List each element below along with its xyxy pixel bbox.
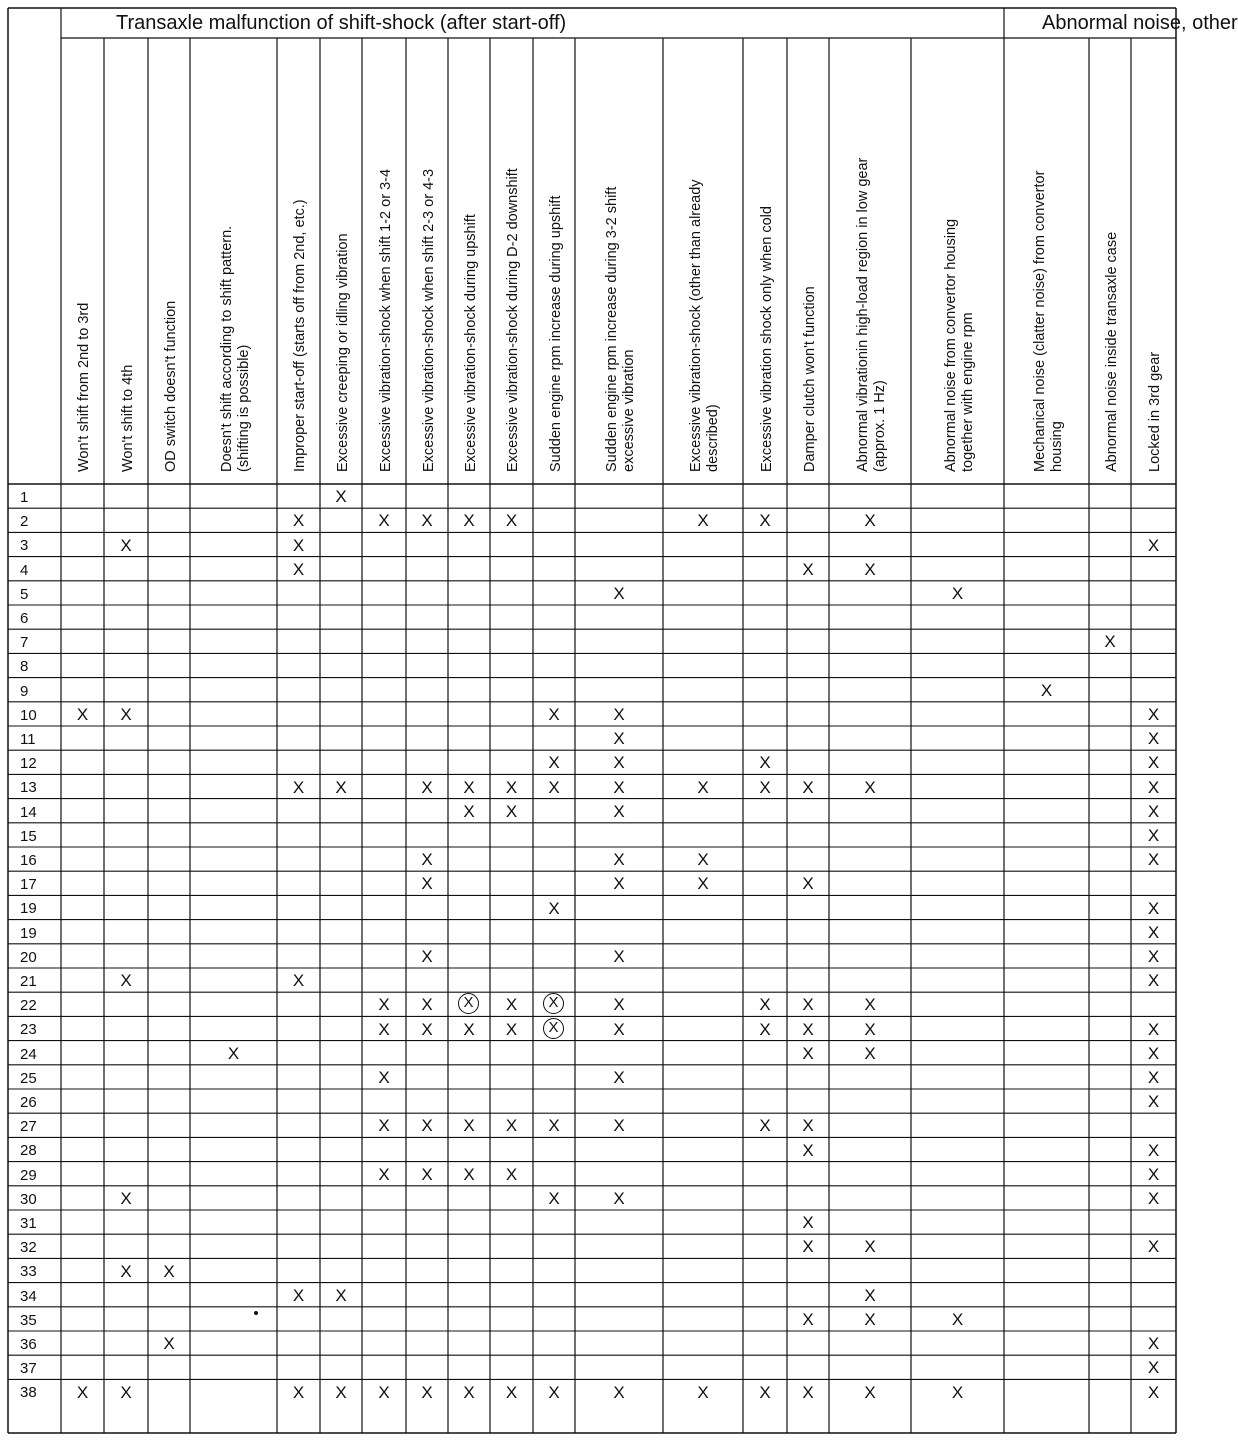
column-header-text: Locked in 3rd gear: [1147, 351, 1163, 472]
row-number: 6: [20, 610, 29, 627]
x-mark: X: [163, 1261, 175, 1281]
column-header-text: Excessive vibration-shock when shift 2-3 or 4-3: [420, 168, 437, 472]
row-number: 4: [20, 561, 29, 579]
x-mark: X: [697, 1382, 709, 1402]
x-mark: X: [378, 1019, 390, 1039]
column-header-text: OD switch doesn't function: [162, 300, 179, 472]
row-number: 25: [20, 1069, 37, 1087]
x-mark: X: [1147, 1188, 1160, 1208]
x-mark: X: [292, 1285, 305, 1305]
x-mark: X: [548, 753, 560, 773]
x-mark: X: [864, 777, 876, 797]
x-mark: X: [548, 898, 560, 918]
x-mark: X: [613, 1382, 625, 1402]
x-mark: X: [864, 511, 876, 531]
x-mark: X: [864, 1285, 876, 1305]
row-number: 36: [20, 1336, 37, 1353]
x-mark: X: [864, 559, 876, 579]
x-mark: X: [613, 583, 625, 603]
x-mark: X: [759, 511, 771, 531]
x-mark: X: [951, 583, 964, 603]
row-number: 26: [20, 1094, 37, 1111]
column-header-text: described): [705, 404, 721, 472]
x-mark: X: [802, 1237, 814, 1257]
x-mark: X: [1147, 801, 1160, 821]
x-mark: X: [802, 1140, 814, 1160]
x-mark: X: [463, 511, 475, 531]
x-mark: X: [1147, 922, 1160, 942]
row-number: 37: [20, 1360, 37, 1378]
x-mark: X: [697, 874, 709, 894]
column-header-text: housing: [1048, 421, 1065, 472]
row-number: 9: [20, 682, 29, 700]
column-header-text: Excessive vibration shock only when cold: [758, 206, 775, 472]
row-number: 3: [20, 537, 29, 555]
row-number: 19: [20, 924, 37, 942]
column-header-text: Improper start-off (starts off from 2nd, etc.): [292, 199, 308, 472]
x-mark: X: [759, 1019, 771, 1039]
x-mark: X: [864, 1237, 876, 1257]
x-mark: X: [1147, 1043, 1160, 1063]
x-mark: X: [864, 995, 876, 1015]
row-number: 27: [20, 1118, 37, 1136]
row-number: 21: [20, 973, 37, 990]
x-mark: X: [292, 971, 305, 991]
x-mark: X: [1147, 777, 1160, 797]
x-mark: X: [802, 995, 814, 1015]
x-mark: X: [864, 1019, 876, 1039]
row-number: 5: [20, 585, 29, 603]
x-mark: X: [1147, 1382, 1160, 1402]
x-mark: X: [292, 777, 305, 797]
x-mark: X: [292, 559, 305, 579]
x-mark: X: [421, 874, 433, 894]
x-mark: X: [697, 850, 709, 870]
x-mark: X: [759, 777, 771, 797]
column-header-text: excessive vibration: [621, 349, 637, 472]
row-number: 38: [20, 1384, 37, 1402]
x-mark: X: [864, 1382, 876, 1402]
x-mark: X: [802, 1043, 814, 1063]
x-mark: X: [548, 1188, 560, 1208]
x-mark: X: [802, 1116, 814, 1136]
x-mark: X: [463, 1382, 475, 1402]
x-mark: X: [802, 1382, 814, 1402]
row-number: 11: [20, 731, 36, 748]
column-header-text: (shifting is possible): [235, 344, 252, 472]
x-mark: X: [421, 1164, 433, 1184]
column-header-text: Won't shift from 2nd to 3rd: [76, 302, 92, 472]
row-number: 30: [20, 1190, 37, 1208]
x-mark: X: [613, 850, 625, 870]
x-mark: X: [613, 777, 625, 797]
column-header-text: Abnormal noise inside transaxle case: [1103, 231, 1120, 472]
x-mark: X: [1147, 1019, 1160, 1039]
column-header-text: Abnormal noise from convertor housing: [942, 218, 959, 472]
x-mark: X: [421, 511, 433, 531]
x-mark: X: [1147, 898, 1160, 918]
x-mark: X: [120, 1188, 132, 1208]
x-mark: X: [120, 704, 132, 724]
x-mark: X: [1147, 704, 1160, 724]
x-mark: X: [292, 1382, 305, 1402]
x-mark: X: [421, 946, 433, 966]
circled-x-mark: X: [458, 993, 479, 1014]
row-number: 1: [20, 489, 29, 506]
x-mark: X: [548, 1116, 560, 1136]
x-mark: X: [1147, 1334, 1160, 1354]
x-mark: X: [802, 874, 814, 894]
row-number: 34: [20, 1287, 37, 1305]
x-mark: X: [463, 1116, 475, 1136]
x-mark: X: [802, 1019, 814, 1039]
x-mark: X: [951, 1382, 964, 1402]
x-mark: X: [378, 1116, 390, 1136]
x-mark: X: [421, 777, 433, 797]
x-mark: X: [421, 995, 433, 1015]
x-mark: X: [613, 704, 625, 724]
circled-x-mark: X: [543, 1018, 564, 1039]
x-mark: X: [613, 995, 625, 1015]
row-number: 13: [20, 779, 37, 797]
x-mark: X: [505, 1164, 518, 1184]
row-number: 31: [20, 1215, 37, 1232]
x-mark: X: [505, 777, 518, 797]
row-number: 35: [20, 1311, 37, 1329]
x-mark: X: [120, 1261, 132, 1281]
x-mark: X: [76, 1382, 89, 1402]
x-mark: X: [378, 1067, 390, 1087]
x-mark: X: [505, 1019, 518, 1039]
x-mark: X: [378, 1164, 390, 1184]
x-mark: X: [227, 1043, 240, 1063]
x-mark: X: [759, 1382, 771, 1402]
x-mark: X: [421, 1116, 433, 1136]
column-header-text: Excessive vibration-shock when shift 1-2 or 3-4: [377, 168, 394, 472]
column-header-text: Sudden engine rpm increase during 3-2 shift: [604, 186, 620, 472]
x-mark: X: [613, 753, 625, 773]
x-mark: X: [463, 801, 475, 821]
x-mark: X: [1147, 1140, 1160, 1160]
x-mark: X: [613, 1067, 625, 1087]
row-number: 23: [20, 1021, 37, 1039]
row-number: 19: [20, 900, 37, 918]
x-mark: X: [1147, 1358, 1160, 1378]
x-mark: X: [864, 1043, 876, 1063]
x-mark: X: [505, 995, 518, 1015]
x-mark: X: [463, 1164, 475, 1184]
column-header-text: Sudden engine rpm increase during upshift: [547, 195, 564, 472]
x-mark: X: [1104, 632, 1116, 652]
x-mark: X: [613, 874, 625, 894]
x-mark: X: [163, 1334, 175, 1354]
x-mark: X: [378, 1382, 390, 1402]
row-number: 22: [20, 997, 37, 1015]
row-number: 29: [20, 1166, 37, 1184]
row-number: 12: [20, 755, 37, 773]
group-header-abnormal-noise: Abnormal noise, other: [1042, 12, 1238, 34]
x-mark: X: [759, 1116, 771, 1136]
x-mark: X: [613, 946, 625, 966]
x-mark: X: [292, 535, 305, 555]
x-mark: X: [120, 1382, 132, 1402]
group-header-transaxle-malfunction: Transaxle malfunction of shift-shock (after start-off): [116, 12, 567, 34]
x-mark: X: [1147, 1067, 1160, 1087]
x-mark: X: [378, 995, 390, 1015]
x-mark: X: [421, 1382, 433, 1402]
column-header-text: Excessive vibration-shock during D-2 downshift: [505, 168, 521, 472]
row-number: 15: [20, 827, 37, 845]
x-mark: X: [697, 511, 709, 531]
x-mark: X: [335, 1285, 347, 1305]
row-number: 17: [20, 876, 37, 894]
x-mark: X: [463, 777, 475, 797]
x-mark: X: [864, 1309, 876, 1329]
row-number: 24: [20, 1045, 37, 1063]
x-mark: X: [802, 559, 814, 579]
x-mark: X: [1147, 753, 1160, 773]
x-mark: X: [802, 1309, 814, 1329]
x-mark: X: [1147, 1164, 1160, 1184]
x-mark: X: [802, 1213, 814, 1233]
x-mark: X: [951, 1309, 964, 1329]
x-mark: X: [505, 1382, 518, 1402]
row-number: 10: [20, 706, 37, 724]
row-number: 2: [20, 513, 29, 531]
x-mark: X: [335, 777, 347, 797]
column-header-text: Abnormal vibrationin high-load region in low gear: [855, 157, 871, 472]
x-mark: X: [759, 995, 771, 1015]
x-mark: X: [613, 729, 625, 749]
column-header-text: Mechanical noise (clatter noise) from convertor: [1031, 170, 1048, 472]
row-number: 7: [20, 634, 29, 652]
x-mark: X: [1147, 946, 1160, 966]
x-mark: X: [1147, 971, 1160, 991]
x-mark: X: [1147, 535, 1160, 555]
x-mark: X: [335, 1382, 347, 1402]
x-mark: X: [548, 777, 560, 797]
column-header-text: Damper clutch won't function: [801, 286, 818, 472]
x-mark: X: [505, 1116, 518, 1136]
row-number: 28: [20, 1142, 37, 1160]
x-mark: X: [421, 1019, 433, 1039]
column-header-text: Doesn't shift according to shift pattern.: [218, 225, 235, 472]
row-number: 33: [20, 1263, 37, 1281]
column-header-text: Excessive vibration-shock during upshift: [462, 214, 479, 472]
x-mark: X: [421, 850, 433, 870]
x-mark: X: [1040, 680, 1053, 700]
row-number: 8: [20, 658, 29, 676]
column-header-text: together with engine rpm: [959, 312, 976, 472]
column-header-text: (approx. 1 Hz): [872, 380, 888, 472]
x-mark: X: [613, 1188, 625, 1208]
x-mark: X: [613, 801, 625, 821]
row-number: 14: [20, 803, 37, 821]
x-mark: X: [1147, 850, 1160, 870]
x-mark: X: [802, 777, 814, 797]
x-mark: X: [292, 511, 305, 531]
row-number: 20: [20, 948, 37, 966]
row-number: 32: [20, 1239, 37, 1257]
column-header-text: Excessive creeping or idling vibration: [334, 233, 351, 472]
column-header-text: Excessive vibration-shock (other than already: [688, 179, 704, 472]
x-mark: X: [1147, 1092, 1160, 1112]
x-mark: X: [335, 487, 347, 507]
x-mark: X: [120, 535, 132, 555]
x-mark: X: [1147, 729, 1160, 749]
x-mark: X: [463, 1019, 475, 1039]
x-mark: X: [120, 971, 132, 991]
x-mark: X: [759, 753, 771, 773]
circled-x-mark: X: [543, 993, 564, 1014]
x-mark: X: [378, 511, 390, 531]
x-mark: X: [613, 1116, 625, 1136]
x-mark: X: [613, 1019, 625, 1039]
x-mark: X: [548, 1382, 560, 1402]
x-mark: X: [505, 801, 518, 821]
x-mark: X: [76, 704, 89, 724]
x-mark: X: [1147, 1237, 1160, 1257]
x-mark: X: [505, 511, 518, 531]
x-mark: X: [548, 704, 560, 724]
column-header-text: Won't shift to 4th: [119, 364, 136, 472]
row-number: 16: [20, 852, 37, 869]
x-mark: X: [1147, 825, 1160, 845]
x-mark: X: [697, 777, 709, 797]
stray-dot: [254, 1311, 258, 1315]
